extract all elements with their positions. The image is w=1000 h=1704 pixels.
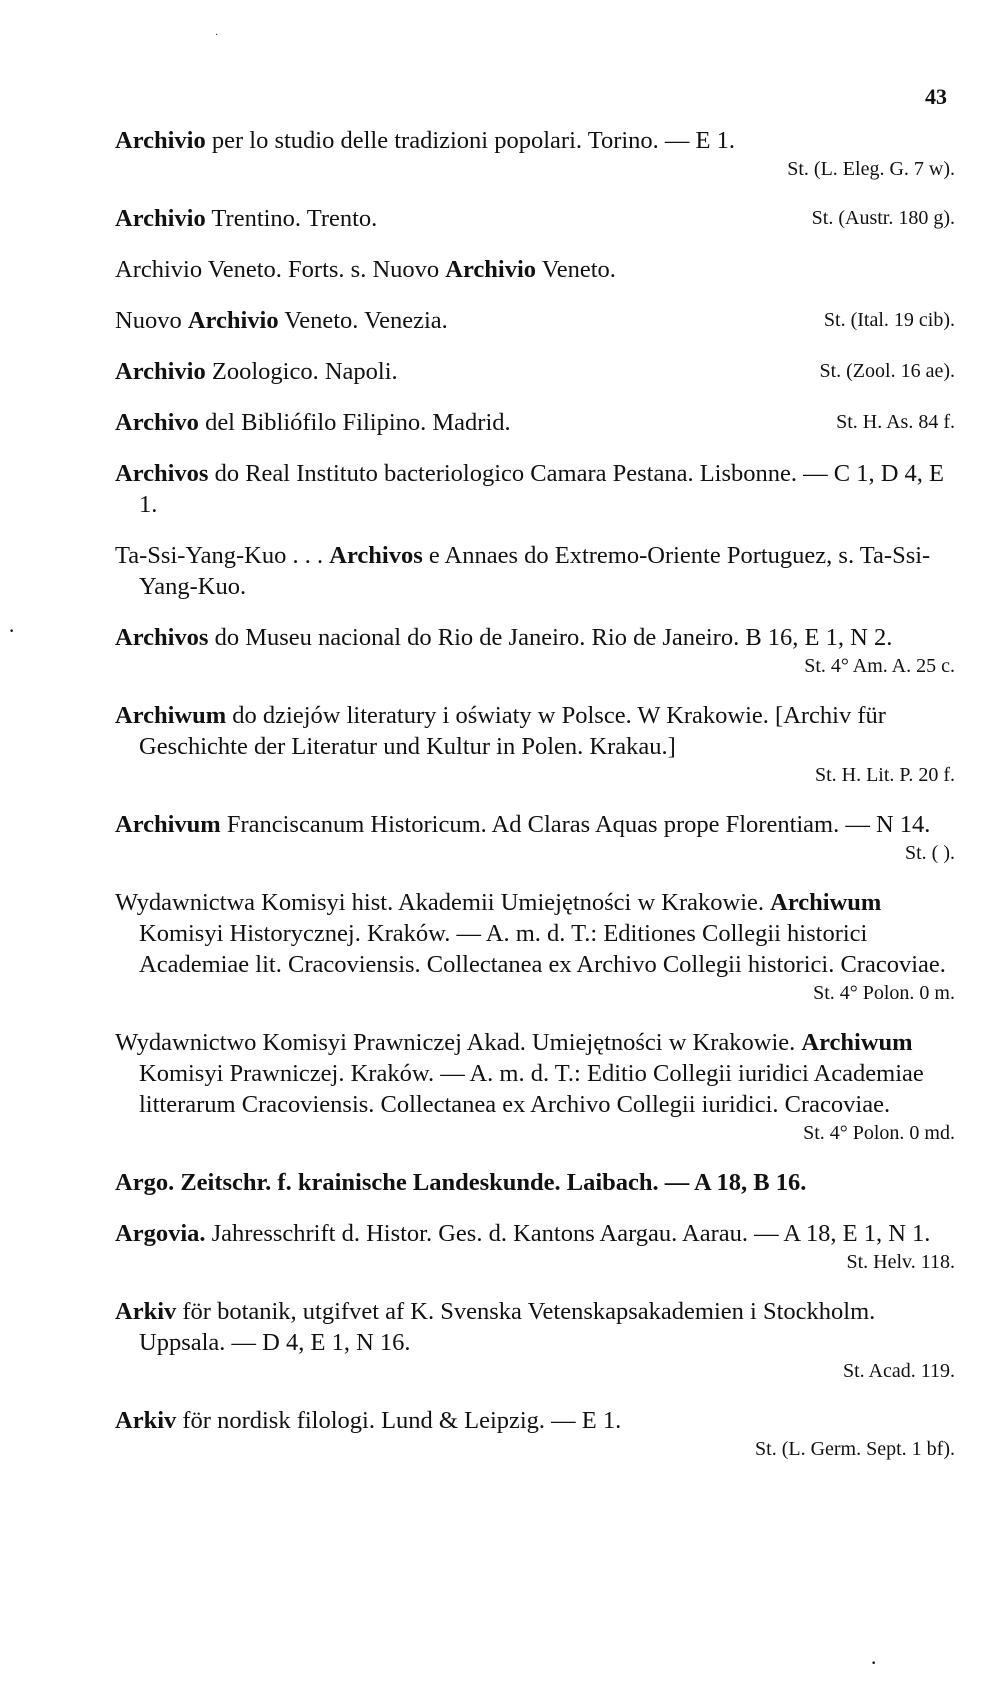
entry: Ta-Ssi-Yang-Kuo . . . Archivos e Annaes do Extremo-Oriente Portuguez, s. Ta-Ssi-Yang-Kuo.: [115, 542, 931, 600]
entry: Archivio Veneto. Forts. s. Nuovo Archivio Veneto.: [115, 256, 616, 283]
shelf-mark: St. 4° Am. A. 25 c.: [804, 655, 955, 677]
shelf-mark: St. (Austr. 180 g).: [811, 207, 955, 229]
page-number: 43: [925, 84, 947, 109]
shelf-mark: St. ( ).: [905, 842, 955, 864]
shelf-mark: St. Helv. 118.: [846, 1251, 955, 1273]
entry: Arkiv för botanik, utgifvet af K. Svenska Vetenskapsakademien i Stockholm. Uppsala. — D 4, E 1, N 16. St. Acad. 119.: [115, 1296, 955, 1385]
entry: Argovia. Jahresschrift d. Histor. Ges. d. Kantons Aargau. Aarau. — A 18, E 1, N 1. St. Helv. 118.: [115, 1218, 955, 1276]
entry: St. (Ital. 19 cib). Nuovo Archivio Veneto. Venezia.: [115, 307, 955, 334]
shelf-mark: St. Acad. 119.: [842, 1360, 955, 1382]
entry: Arkiv för nordisk filologi. Lund & Leipzig. — E 1. St. (L. Germ. Sept. 1 bf).: [115, 1405, 955, 1463]
shelf-mark: St. (Ital. 19 cib).: [823, 309, 955, 331]
shelf-mark: St. H. As. 84 f.: [836, 411, 955, 433]
speck-mark: ·: [870, 1650, 878, 1675]
shelf-mark: St. (L. Germ. Sept. 1 bf).: [755, 1438, 955, 1460]
entry: Archiwum do dziejów literatury i oświaty w Polsce. W Krakowie. [Archiv für Geschichte der Literatur und Kultur in Polen. Krakau.] St. H. Lit. P. 20 f.: [115, 700, 955, 789]
entry: Wydawnictwa Komisyi hist. Akademii Umiejętności w Krakowie. Archiwum Komisyi Historycznej. Kraków. — A. m. d. T.: Editiones Collegii historici Academiae lit. Cracoviensis. Collectanea ex Archivo Collegii historici. Cracoviae. St. 4° Polon. 0 m.: [115, 887, 955, 1007]
entry: Archivos do Museu nacional do Rio de Janeiro. Rio de Janeiro. B 16, E 1, N 2. St. 4° Am. A. 25 c.: [115, 622, 955, 680]
speck-mark: ·: [215, 30, 219, 41]
speck-mark: ·: [8, 618, 16, 643]
entry-list: [115, 125, 955, 1483]
entry: Argo. Zeitschr. f. krainische Landeskunde. Laibach. — A 18, B 16.: [115, 1169, 807, 1196]
shelf-mark: St. H. Lit. P. 20 f.: [814, 764, 955, 786]
entry: St. H. As. 84 f. Archivo del Bibliófilo Filipino. Madrid.: [115, 409, 955, 436]
shelf-mark: St. 4° Polon. 0 md.: [803, 1122, 955, 1144]
entry: Archivos do Real Instituto bacteriologico Camara Pestana. Lisbonne. — C 1, D 4, E 1.: [115, 460, 944, 518]
entry: St. (Austr. 180 g). Archivio Trentino. Trento.: [115, 205, 955, 232]
entry: Archivum Franciscanum Historicum. Ad Claras Aquas prope Florentiam. — N 14. St. ( ).: [115, 809, 955, 867]
entry: Wydawnictwo Komisyi Prawniczej Akad. Umiejętności w Krakowie. Archiwum Komisyi Prawniczej. Kraków. — A. m. d. T.: Editio Collegii iuridici Academiae litterarum Cracoviensis. Collectanea ex Archivo Collegii iuridici. Cracoviae. St. 4° Polon. 0 md.: [115, 1027, 955, 1147]
shelf-mark: St. (L. Eleg. G. 7 w).: [787, 158, 955, 180]
shelf-mark: St. 4° Polon. 0 m.: [813, 982, 955, 1004]
entry: St. (Zool. 16 ae). Archivio Zoologico. Napoli.: [115, 358, 955, 385]
entry: Archivio per lo studio delle tradizioni popolari. Torino. — E 1. St. (L. Eleg. G. 7 w).: [115, 125, 955, 183]
shelf-mark: St. (Zool. 16 ae).: [819, 360, 955, 382]
